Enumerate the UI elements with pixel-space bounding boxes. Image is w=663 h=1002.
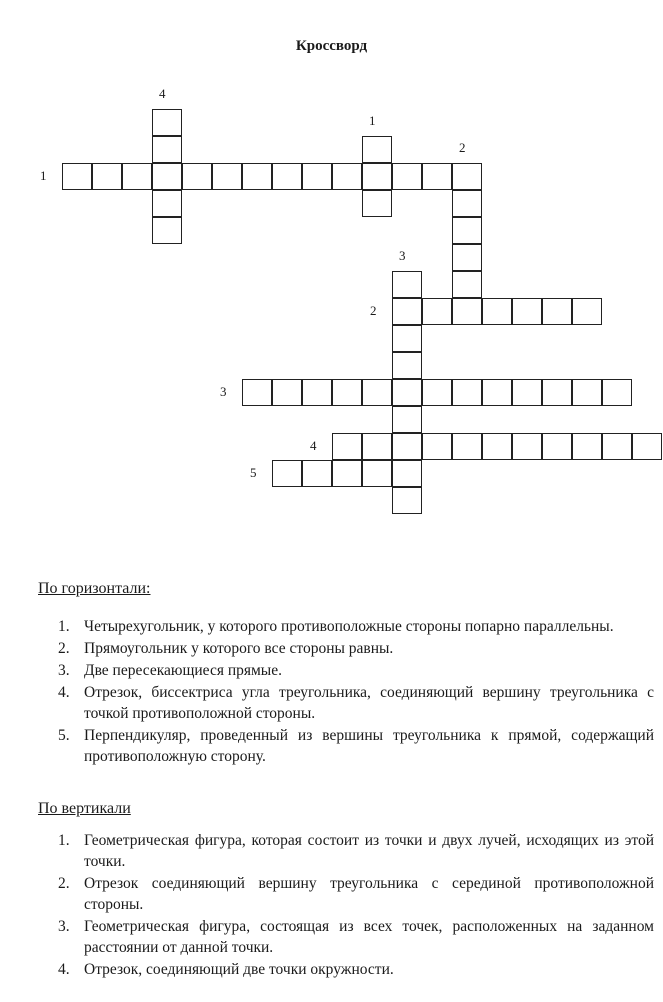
clue-number-label: 1 xyxy=(40,168,47,183)
crossword-cell[interactable] xyxy=(302,379,332,406)
horizontal-clues xyxy=(58,616,654,768)
clue-number: 4. xyxy=(58,684,70,701)
crossword-cell[interactable] xyxy=(152,163,182,190)
crossword-cell[interactable] xyxy=(452,379,482,406)
crossword-cell[interactable] xyxy=(362,460,392,487)
vertical-clues xyxy=(58,830,654,981)
crossword-cell[interactable] xyxy=(242,379,272,406)
crossword-cell[interactable] xyxy=(482,298,512,325)
horizontal-clues-title: По горизонтали: xyxy=(38,580,151,597)
clue-number-label: 2 xyxy=(459,140,466,155)
crossword-cell[interactable] xyxy=(392,406,422,433)
horizontal-clue xyxy=(58,638,654,659)
crossword-cell[interactable] xyxy=(92,163,122,190)
clue-text: Геометрическая фигура, состоящая из всех точек, расположенных на заданном расстоянии от данной точки. xyxy=(84,918,654,956)
clue-number-label: 1 xyxy=(369,113,376,128)
crossword-cell[interactable] xyxy=(392,433,422,460)
crossword-cell[interactable] xyxy=(482,433,512,460)
clue-number-label: 4 xyxy=(159,86,166,101)
crossword-cell[interactable] xyxy=(452,217,482,244)
crossword-cell[interactable] xyxy=(152,190,182,217)
crossword-cell[interactable] xyxy=(362,190,392,217)
crossword-cell[interactable] xyxy=(392,460,422,487)
crossword-cell[interactable] xyxy=(542,379,572,406)
clue-number: 3. xyxy=(58,918,70,935)
horizontal-clue xyxy=(58,725,654,767)
clue-text: Отрезок, биссектриса угла треугольника, соединяющий вершину треугольника с точкой противоположной стороны. xyxy=(84,684,654,722)
clue-number-label: 3 xyxy=(220,384,227,399)
crossword-cell[interactable] xyxy=(422,433,452,460)
crossword-cell[interactable] xyxy=(392,271,422,298)
crossword-cell[interactable] xyxy=(332,379,362,406)
crossword-cell[interactable] xyxy=(362,379,392,406)
crossword-cell[interactable] xyxy=(62,163,92,190)
crossword-cell[interactable] xyxy=(572,298,602,325)
clue-text: Две пересекающиеся прямые. xyxy=(84,662,282,679)
crossword-cell[interactable] xyxy=(272,460,302,487)
crossword-cell[interactable] xyxy=(422,163,452,190)
crossword-cell[interactable] xyxy=(452,433,482,460)
crossword-cell[interactable] xyxy=(572,379,602,406)
crossword-cell[interactable] xyxy=(362,433,392,460)
crossword-cell[interactable] xyxy=(572,433,602,460)
crossword-cell[interactable] xyxy=(392,352,422,379)
crossword-cell[interactable] xyxy=(362,136,392,163)
clue-number-label: 3 xyxy=(399,248,406,263)
crossword-cell[interactable] xyxy=(392,298,422,325)
vertical-clue xyxy=(58,830,654,872)
crossword-cell[interactable] xyxy=(632,433,662,460)
crossword-cell[interactable] xyxy=(362,163,392,190)
clue-text: Четырехугольник, у которого противоположные стороны попарно параллельны. xyxy=(84,618,614,635)
crossword-cell[interactable] xyxy=(242,163,272,190)
vertical-clue xyxy=(58,873,654,915)
crossword-cell[interactable] xyxy=(152,217,182,244)
crossword-cell[interactable] xyxy=(452,163,482,190)
vertical-clues-title: По вертикали xyxy=(38,800,131,817)
crossword-cell[interactable] xyxy=(452,271,482,298)
clue-number-label: 4 xyxy=(310,438,317,453)
crossword-cell[interactable] xyxy=(542,433,572,460)
crossword-cell[interactable] xyxy=(422,298,452,325)
crossword-cell[interactable] xyxy=(332,460,362,487)
clue-number-label: 5 xyxy=(250,465,257,480)
crossword-cell[interactable] xyxy=(452,190,482,217)
crossword-cell[interactable] xyxy=(272,163,302,190)
crossword-cell[interactable] xyxy=(302,163,332,190)
vertical-clue xyxy=(58,916,654,958)
crossword-cell[interactable] xyxy=(512,298,542,325)
crossword-cell[interactable] xyxy=(392,163,422,190)
clue-number: 2. xyxy=(58,640,70,657)
horizontal-clue xyxy=(58,660,654,681)
horizontal-clue xyxy=(58,616,654,637)
crossword-cell[interactable] xyxy=(542,298,572,325)
crossword-cell[interactable] xyxy=(152,109,182,136)
crossword-cell[interactable] xyxy=(452,298,482,325)
crossword-cell[interactable] xyxy=(392,325,422,352)
horizontal-clue xyxy=(58,682,654,724)
clue-number: 1. xyxy=(58,618,70,635)
crossword-cell[interactable] xyxy=(392,379,422,406)
clue-text: Перпендикуляр, проведенный из вершины треугольника к прямой, содержащий противоположную сторону. xyxy=(84,727,654,765)
clue-text: Отрезок соединяющий вершину треугольника с серединой противоположной стороны. xyxy=(84,875,654,913)
crossword-cell[interactable] xyxy=(332,163,362,190)
crossword-cell[interactable] xyxy=(602,433,632,460)
clue-number: 2. xyxy=(58,875,70,892)
clue-number: 5. xyxy=(58,727,70,744)
crossword-cell[interactable] xyxy=(212,163,242,190)
clue-text: Прямоугольник у которого все стороны равны. xyxy=(84,640,394,657)
crossword-cell[interactable] xyxy=(422,379,452,406)
crossword-cell[interactable] xyxy=(602,379,632,406)
vertical-clue xyxy=(58,959,654,980)
crossword-cell[interactable] xyxy=(332,433,362,460)
crossword-cell[interactable] xyxy=(512,379,542,406)
crossword-cell[interactable] xyxy=(482,379,512,406)
crossword-cell[interactable] xyxy=(152,136,182,163)
clue-number: 4. xyxy=(58,961,70,978)
clue-number: 1. xyxy=(58,832,70,849)
crossword-cell[interactable] xyxy=(302,460,332,487)
clue-number-label: 2 xyxy=(370,303,377,318)
clue-text: Отрезок, соединяющий две точки окружности. xyxy=(84,961,394,978)
clue-number: 3. xyxy=(58,662,70,679)
crossword-cell[interactable] xyxy=(512,433,542,460)
crossword-cell[interactable] xyxy=(182,163,212,190)
clue-text: Геометрическая фигура, которая состоит из точки и двух лучей, исходящих из этой точки. xyxy=(84,832,654,870)
page-title: Кроссворд xyxy=(295,38,368,54)
crossword-cell[interactable] xyxy=(392,487,422,514)
crossword-cell[interactable] xyxy=(272,379,302,406)
crossword-cell[interactable] xyxy=(122,163,152,190)
crossword-cell[interactable] xyxy=(452,244,482,271)
